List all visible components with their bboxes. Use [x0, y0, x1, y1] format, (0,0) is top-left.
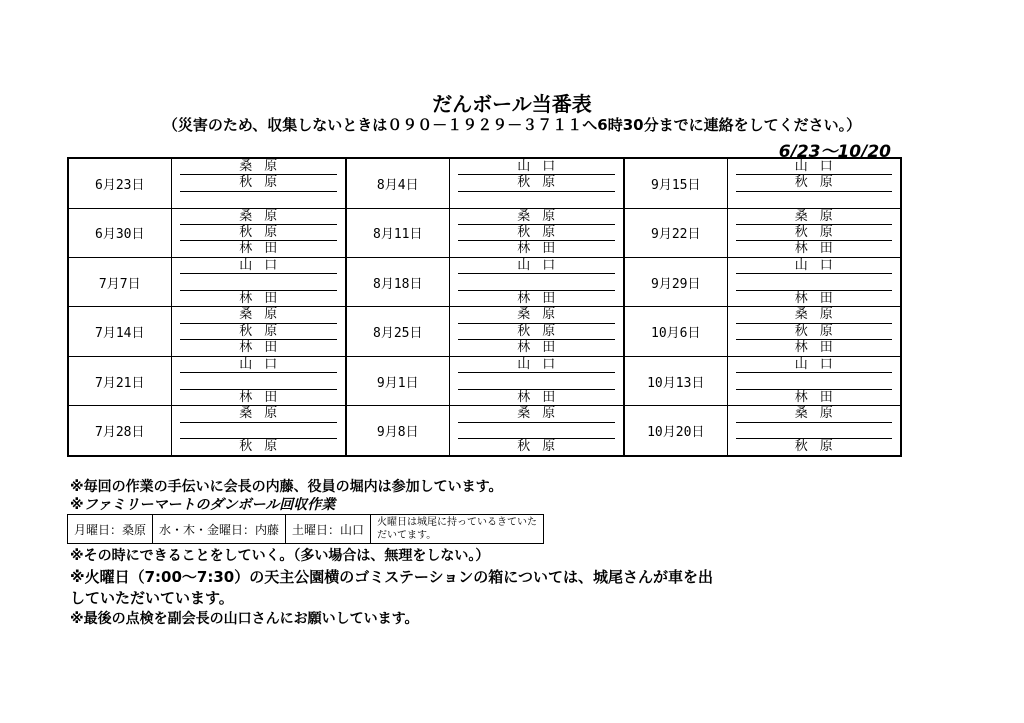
schedule-date: 10月20日	[624, 406, 727, 456]
schedule-names	[727, 257, 901, 306]
schedule-names	[171, 158, 346, 208]
duty-member-slot: 林田	[239, 241, 290, 257]
schedule-row	[68, 158, 901, 208]
duty-member-slot: 秋原	[458, 225, 616, 241]
duty-member-slot	[180, 373, 338, 389]
period-range: 6/23～10/20	[778, 142, 891, 162]
schedule-names	[171, 406, 346, 456]
duty-member-slot	[736, 274, 893, 290]
familymart-monday: 月曜日：桑原	[68, 515, 153, 544]
schedule-date: 10月13日	[624, 356, 727, 405]
duty-member-slot	[458, 274, 616, 290]
schedule-date: 8月18日	[346, 257, 449, 306]
duty-schedule-table	[67, 157, 902, 457]
duty-member-slot: 山口	[180, 258, 338, 274]
duty-member-slot: 林田	[239, 389, 290, 405]
duty-member-slot	[736, 423, 893, 439]
duty-member-slot: 秋原	[180, 225, 338, 241]
duty-member-slot: 秋原	[517, 439, 568, 455]
duty-member-slot: 林田	[517, 340, 568, 356]
duty-member-slot: 桑原	[180, 209, 338, 225]
schedule-date: 7月21日	[68, 356, 171, 405]
schedule-date: 9月29日	[624, 257, 727, 306]
schedule-names	[449, 158, 624, 208]
duty-member-slot	[180, 274, 338, 290]
schedule-names	[171, 208, 346, 257]
duty-member-slot	[736, 192, 893, 207]
schedule-names	[449, 257, 624, 306]
duty-member-slot: 秋原	[736, 225, 893, 241]
duty-member-slot: 林田	[239, 290, 290, 306]
duty-member-slot: 桑原	[736, 406, 893, 422]
schedule-row	[68, 307, 901, 356]
schedule-names	[171, 356, 346, 405]
duty-member-slot	[458, 423, 616, 439]
duty-member-slot: 林田	[794, 340, 845, 356]
duty-member-slot: 桑原	[736, 209, 893, 225]
duty-member-slot: 林田	[794, 389, 845, 405]
duty-member-slot: 林田	[794, 290, 845, 306]
schedule-row	[68, 406, 901, 456]
familymart-table	[67, 514, 544, 544]
duty-member-slot: 山口	[736, 258, 893, 274]
duty-member-slot: 山口	[458, 159, 616, 175]
schedule-names	[171, 257, 346, 306]
schedule-date: 6月30日	[68, 208, 171, 257]
helpers-note: ※毎回の作業の手伝いに会長の内藤、役員の堀内は参加しています。	[70, 479, 503, 495]
duty-member-slot	[458, 373, 616, 389]
schedule-date: 8月11日	[346, 208, 449, 257]
duty-member-slot: 桑原	[736, 307, 893, 323]
tuesday-note-line1: ※火曜日（7:00～7:30）の天主公園横のゴミステーションの箱については、城尾さんが車を出	[70, 568, 714, 586]
duty-member-slot: 桑原	[180, 406, 338, 422]
schedule-names	[727, 356, 901, 405]
duty-member-slot: 山口	[180, 357, 338, 373]
page-title: だんボール当番表	[432, 92, 592, 116]
schedule-names	[727, 208, 901, 257]
schedule-date: 6月23日	[68, 158, 171, 208]
duty-member-slot: 秋原	[794, 439, 845, 455]
duty-member-slot: 桑原	[458, 209, 616, 225]
schedule-names	[449, 406, 624, 456]
schedule-row	[68, 208, 901, 257]
familymart-wed-fri: 水・木・金曜日：内藤	[153, 515, 286, 544]
final-check-note: ※最後の点検を副会長の山口さんにお願いしています。	[70, 611, 419, 627]
duty-member-slot: 桑原	[458, 406, 616, 422]
duty-member-slot: 林田	[517, 290, 568, 306]
duty-member-slot	[736, 373, 893, 389]
tuesday-note-line2: していただいています。	[70, 589, 234, 607]
duty-member-slot: 林田	[794, 241, 845, 257]
schedule-date: 7月28日	[68, 406, 171, 456]
duty-member-slot: 秋原	[180, 175, 338, 191]
familymart-tuesday: 火曜日は城尾に持っているきていただいてます。	[371, 515, 544, 544]
duty-member-slot: 秋原	[239, 439, 290, 455]
duty-member-slot	[458, 192, 616, 207]
schedule-names	[727, 158, 901, 208]
page-subtitle: （災害のため、収集しないときは０９０－１９２９－３７１１へ6時30分までに連絡をしてください。）	[162, 116, 862, 134]
schedule-date: 7月7日	[68, 257, 171, 306]
duty-member-slot: 山口	[736, 159, 893, 175]
duty-member-slot: 山口	[458, 258, 616, 274]
schedule-date: 9月15日	[624, 158, 727, 208]
duty-member-slot: 秋原	[736, 175, 893, 191]
schedule-date: 8月4日	[346, 158, 449, 208]
duty-member-slot: 林田	[517, 389, 568, 405]
duty-member-slot: 秋原	[458, 175, 616, 191]
schedule-names	[449, 307, 624, 356]
familymart-saturday: 土曜日：山口	[286, 515, 371, 544]
familymart-heading: ※ファミリーマートのダンボール回収作業	[70, 497, 336, 513]
duty-member-slot	[180, 192, 338, 207]
duty-member-slot: 秋原	[736, 324, 893, 340]
duty-member-slot	[180, 423, 338, 439]
duty-member-slot: 秋原	[458, 324, 616, 340]
can-do-note: ※その時にできることをしていく。（多い場合は、無理をしない。）	[70, 548, 490, 564]
schedule-date: 10月6日	[624, 307, 727, 356]
schedule-names	[171, 307, 346, 356]
duty-member-slot: 桑原	[180, 159, 338, 175]
schedule-date: 9月8日	[346, 406, 449, 456]
schedule-row	[68, 356, 901, 405]
duty-member-slot: 山口	[736, 357, 893, 373]
duty-member-slot: 山口	[458, 357, 616, 373]
schedule-row	[68, 257, 901, 306]
schedule-date: 8月25日	[346, 307, 449, 356]
duty-member-slot: 林田	[239, 340, 290, 356]
duty-member-slot: 秋原	[180, 324, 338, 340]
duty-member-slot: 林田	[517, 241, 568, 257]
schedule-names	[727, 406, 901, 456]
schedule-date: 7月14日	[68, 307, 171, 356]
schedule-names	[449, 208, 624, 257]
duty-member-slot: 桑原	[180, 307, 338, 323]
schedule-names	[449, 356, 624, 405]
schedule-date: 9月1日	[346, 356, 449, 405]
schedule-date: 9月22日	[624, 208, 727, 257]
schedule-names	[727, 307, 901, 356]
duty-member-slot: 桑原	[458, 307, 616, 323]
